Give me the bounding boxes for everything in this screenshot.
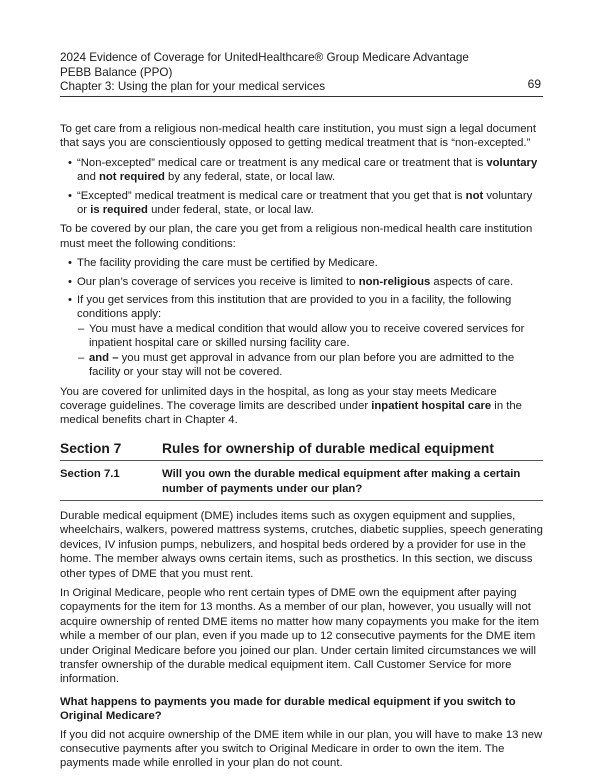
list-item: • If you get services from this institution that are provided to you in a facility, the following conditions apply: – You must have a medical condition that would allow you to receive covered services for inpatient hospital care or skilled nursing facility care. – and – you must get approval in advance from our plan before you are admitted to the facility or your stay will not be covered. [60,293,543,379]
page-body [60,122,543,776]
subsection-heading [60,461,543,501]
bullet-icon: • [68,189,72,202]
list-item: • Our plan’s coverage of services you receive is limited to non-religious aspects of care. [68,275,514,288]
dash-list [77,322,543,380]
subsection-number: Section 7.1 [60,468,120,481]
paragraph: To be covered by our plan, the care you get from a religious non-medical health care institution must meet the following conditions: [60,223,533,250]
list-item: – and – you must get approval in advance from our plan before you are admitted to the facility or your stay will not be covered. [78,351,515,379]
document-title: 2024 Evidence of Coverage for UnitedHealthcare® Group Medicare Advantage PEBB Balance (PPO) [60,51,469,79]
paragraph: If you did not acquire ownership of the DME item while in our plan, you will have to make 13 new consecutive payments after you switch to Original Medicare in order to own the item. The payments made while enrolled in your plan do not count. [60,728,543,770]
section-number: Section 7 [60,440,122,456]
list-item: • The facility providing the care must be certified by Medicare. [68,257,378,270]
bullet-list [60,156,543,218]
page-number: 69 [527,77,541,91]
bullet-icon: • [68,294,72,307]
bullet-icon: • [68,275,72,288]
bullet-list [60,256,543,379]
chapter-title: Chapter 3: Using the plan for your medical services [60,80,326,93]
list-item: – You must have a medical condition that would allow you to receive covered services for inpatient hospital care or skilled nursing facility care. [78,322,525,350]
header-divider [60,96,543,97]
list-item: • “Excepted” medical treatment is medical care or treatment that you get that is not voluntary or is required under federal, state, or local law. [68,189,533,217]
paragraph: In Original Medicare, people who rent certain types of DME own the equipment after paying copayments for the item for 13 months. As a member of our plan, however, you usually will not acquire ownership of rented DME items no matter how many copayments you make for the item while a member of our plan, even if you made up to 12 consecutive payments for the DME item under Original Medicare before you joined our plan. Under certain limited circumstances we will transfer ownership of the durable medical equipment item. Call Customer Service for more information. [60,586,540,686]
section-heading [60,442,543,461]
bullet-icon: • [68,257,72,270]
bullet-icon: • [68,156,72,169]
paragraph: Durable medical equipment (DME) includes items such as oxygen equipment and supplies, wheelchairs, walkers, powered mattress systems, crutches, diabetic supplies, speech generating devices, IV infusion pumps, nebulizers, and hospital beds ordered by a provider for use in the home. The member always owns certain items, such as prosthetics. In this section, we discuss other types of DME that you must rent. [60,509,543,580]
question-heading: What happens to payments you made for durable medical equipment if you switch to Original Medicare? [60,695,516,723]
page-header [60,51,543,95]
section-title: Rules for ownership of durable medical equipment [162,440,494,456]
paragraph: You are covered for unlimited days in the hospital, as long as your stay meets Medicare coverage guidelines. The coverage limits are described under inpatient hospital care in the medical benefits chart in Chapter 4. [60,385,522,427]
paragraph: To get care from a religious non-medical health care institution, you must sign a legal document that says you are conscientiously opposed to getting medical treatment that is “non-excepted.” [60,123,536,150]
dash-icon: – [78,351,85,364]
dash-icon: – [78,322,85,335]
subsection-title: Will you own the durable medical equipment after making a certain number of payments under our plan? [162,468,521,495]
list-item: • “Non-excepted” medical care or treatment is any medical care or treatment that is voluntary and not required by any federal, state, or local law. [68,156,538,184]
